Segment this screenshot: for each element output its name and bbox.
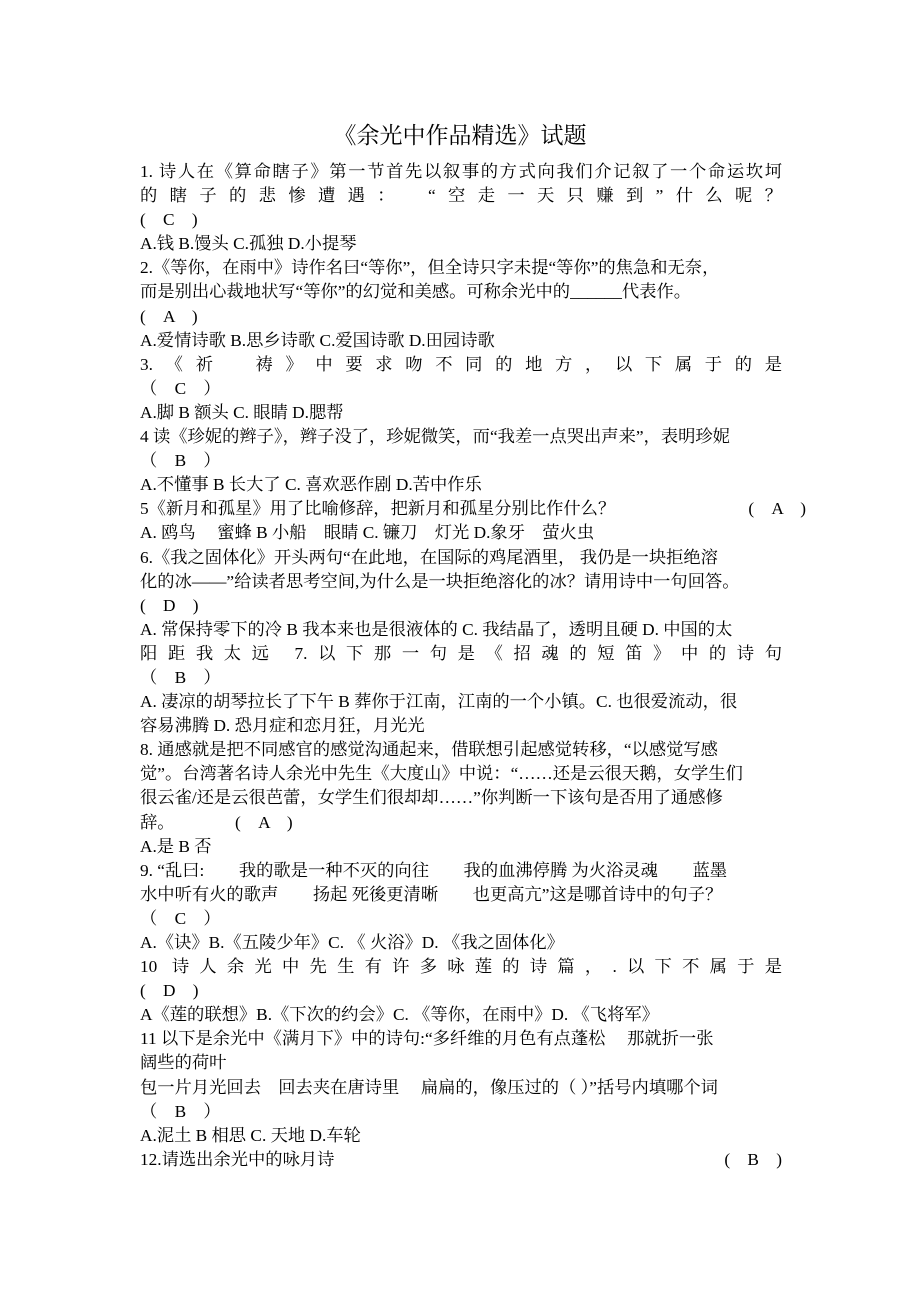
text-line: 11 以下是余光中《满月下》中的诗句:“多纤维的月色有点蓬松 那就折一张 (140, 1029, 714, 1049)
options-line: A. 鸥鸟 蜜蜂 B 小船 眼睛 C. 镰刀 灯光 D.象牙 萤火虫 (140, 523, 595, 543)
options-line: A. 常保持零下的冷 B 我本来也是很液体的 C. 我结晶了，透明且硬 D. 中国的太 (140, 619, 733, 639)
answer-line: ( C ) (140, 210, 198, 230)
text-line: 6.《我之固体化》开头两句“在此地，在国际的鸡尾酒里， 我仍是一块拒绝溶 (140, 547, 718, 567)
options-line: A. 凄凉的胡琴拉长了下午 B 葬你于江南，江南的一个小镇。C. 也很爱流动，很 (140, 692, 738, 712)
text-line: 觉”。台湾著名诗人余光中先生《大度山》中说：“……还是云很天鹅，女学生们 (140, 764, 743, 784)
text-line: 8. 通感就是把不同感官的感觉沟通起来，借联想引起感觉转移，“以感觉写感 (140, 740, 718, 760)
options-line: A.是 B 否 (140, 836, 212, 856)
text-line: 而是别出心裁地状写“等你”的幻觉和美感。可称余光中的______代表作。 (140, 282, 692, 302)
question-row (140, 1148, 782, 1172)
text-line: 化的冰——”给读者思考空间,为什么是一块拒绝溶化的冰？请用诗中一句回答。 (140, 571, 740, 591)
page-title: 《余光中作品精选》试题 (333, 123, 587, 148)
options-line: A.不懂事 B 长大了 C. 喜欢恶作剧 D.苦中作乐 (140, 475, 482, 495)
answer-line: ( A ) (140, 306, 198, 326)
text-line: 5《新月和孤星》用了比喻修辞，把新月和孤星分别比作什么？ (140, 499, 616, 519)
answer-line: （ B ） (140, 1101, 221, 1121)
text-line: 很云雀/还是云很芭蕾，女学生们很却却……”你判断一下该句是否用了通感修 (140, 788, 723, 808)
options-line: A.泥土 B 相思 C. 天地 D.车轮 (140, 1125, 361, 1145)
answer-line: （ B ） (140, 451, 221, 471)
text-line: 2.《等你，在雨中》诗作名曰“等你”，但全诗只字未提“等你”的焦急和无奈， (140, 258, 720, 278)
text-line: 水中听有火的歌声 扬起 死後更清晰 也更高亢”这是哪首诗中的句子？ (140, 884, 723, 904)
text-line: 1. 诗人在《算命瞎子》第一节首先以叙事的方式向我们介记叙了一个命运坎坷 (140, 162, 782, 181)
text-line: 3.《祈 祷》中要求吻不同的地方，以下属于的是 (140, 354, 782, 374)
text-line: 包一片月光回去 回去夹在唐诗里 扁扁的，像压过的（ ）”括号内填哪个词 (140, 1077, 718, 1097)
text-line: 阳距我太远 7.以下那一句是《招魂的短笛》中的诗句 (140, 643, 782, 663)
answer-line: （ C ） (140, 908, 221, 928)
text-line: 阔些的荷叶 (140, 1053, 227, 1073)
options-line: A.脚 B 额头 C. 眼睛 D.腮帮 (140, 402, 344, 422)
answer-line: ( D ) (140, 981, 199, 1001)
options-line: A《莲的联想》B.《下次的约会》C. 《等你，在雨中》D. 《飞将军》 (140, 1005, 659, 1025)
answer-line: ( D ) (140, 595, 199, 615)
options-line: A.钱 B.馒头 C.孤独 D.小提琴 (140, 234, 357, 254)
text-line: 的瞎子的悲惨遭遇： “空走一天只赚到”什么呢？ (140, 186, 782, 206)
options-line: A.《诀》B.《五陵少年》C. 《 火浴》D. 《我之固体化》 (140, 933, 564, 952)
text-line: 4 读《珍妮的辫子》，辫子没了，珍妮微笑，而“我差一点哭出声来”，表明珍妮 (140, 427, 730, 447)
text-line: 9. “乱曰: 我的歌是一种不灭的向往 我的血沸停腾 为火浴灵魂 蓝墨 (140, 860, 728, 880)
answer-line: （ C ） (140, 378, 221, 398)
answer-line: ( A ) (748, 499, 806, 519)
options-line: 容易沸腾 D. 恐月症和恋月狂，月光光 (140, 716, 425, 736)
question-row (140, 497, 806, 521)
text-line: 辞。 ( A ) (140, 812, 293, 832)
text-line: 10 诗人余光中先生有许多咏莲的诗篇，.以下不属于是 (140, 957, 782, 977)
answer-line: ( B ) (724, 1149, 782, 1169)
answer-line: （ B ） (140, 667, 221, 687)
text-line: 12.请选出余光中的咏月诗 (140, 1149, 335, 1169)
options-line: A.爱情诗歌 B.思乡诗歌 C.爱国诗歌 D.田园诗歌 (140, 330, 495, 350)
question-body (140, 160, 806, 1172)
